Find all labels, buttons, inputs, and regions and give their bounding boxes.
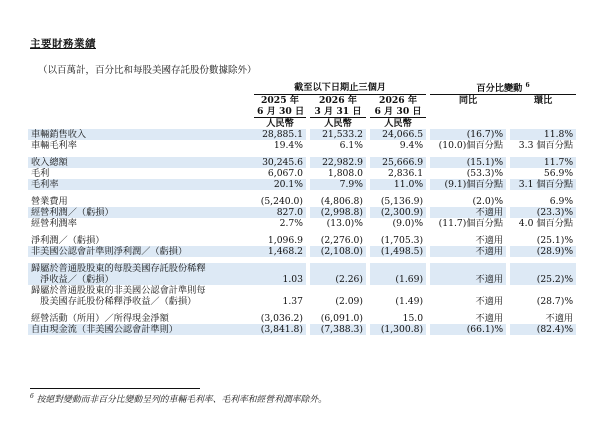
row-label: 歸屬於普通股股東的非美國公認會計準則每 (31, 285, 206, 297)
cell-qoq: (28.7)% (536, 296, 574, 308)
col3-currency: 人民幣 (370, 118, 426, 130)
cell-2026-mar: (4,806.8) (320, 196, 363, 208)
col1-currency: 人民幣 (254, 118, 306, 130)
cell-2026-jun: (9.0)% (392, 218, 424, 230)
footnote-text: 按絕對變動而非百分比變動呈列的車輛毛利率、毛利率和經營利潤率除外。 (36, 395, 327, 405)
cell-2026-mar: (6,091.0) (320, 313, 363, 325)
footnote (30, 392, 327, 405)
cell-2026-mar: 21,533.2 (310, 129, 366, 140)
row-label: 非美國公認會計準則淨利潤／（虧損） (28, 246, 254, 257)
cell-yoy: 不適用 (430, 207, 506, 218)
header-row-dates (28, 106, 576, 118)
cell-2026-jun: (1,705.3) (380, 235, 424, 247)
table-row (28, 263, 576, 274)
row-label: 自由現金流（非美國公認會計準則） (28, 324, 254, 335)
cell-yoy: (15.1)% (430, 157, 506, 168)
cell-2026-mar: (13.0)% (326, 218, 363, 230)
row-label: 股美國存託股份稀釋淨收益／（虧損） (31, 296, 197, 308)
col2-year: 2026 年 (319, 95, 357, 107)
col3-year: 2026 年 (379, 95, 418, 107)
header-row-currency (28, 118, 576, 130)
cell-yoy: 不適用 (475, 313, 504, 325)
cell-yoy: 不適用 (475, 296, 504, 308)
cell-2025-jun (254, 285, 306, 296)
col1-year: 2025 年 (261, 95, 299, 107)
col2-date: 3 月 31 日 (314, 106, 362, 118)
cell-qoq: 6.9% (549, 196, 574, 208)
col2-currency: 人民幣 (310, 118, 366, 130)
cell-yoy (430, 263, 506, 274)
cell-2025-jun: 1,468.2 (254, 246, 306, 257)
table-row (28, 196, 576, 207)
cell-yoy: 不適用 (430, 274, 506, 285)
cell-yoy: (2.0)% (472, 196, 504, 208)
qoq-header: 環比 (533, 95, 553, 107)
cell-2026-jun: 15.0 (402, 313, 424, 325)
cell-qoq: 11.8% (510, 129, 576, 140)
row-label: 車輛毛利率 (31, 140, 77, 152)
cell-yoy: (16.7)% (430, 129, 506, 140)
yoy-header: 同比 (458, 95, 478, 107)
table-row (28, 129, 576, 140)
cell-2026-mar (310, 285, 366, 296)
cell-2026-jun: (1.69) (370, 274, 426, 285)
header-row-years (28, 95, 576, 107)
cell-2025-jun (254, 263, 306, 274)
cell-2025-jun: 20.1% (254, 179, 306, 190)
table-row (28, 207, 576, 218)
col3-date: 6 月 30 日 (374, 106, 422, 118)
cell-2025-jun: (5,240.0) (260, 196, 303, 208)
cell-2026-mar: (2,998.8) (310, 207, 366, 218)
table-row (28, 140, 576, 151)
row-label: 經營利潤率 (31, 218, 77, 230)
cell-yoy: (10.0)個百分點 (438, 140, 504, 152)
change-group-header: 百分比變動 $^6$ (430, 80, 576, 95)
cell-yoy (430, 285, 506, 296)
cell-2025-jun: (3,036.2) (260, 313, 303, 325)
cell-2026-jun (370, 263, 426, 274)
header-row-groups (28, 80, 576, 95)
row-label: 毛利 (31, 168, 50, 180)
cell-qoq (510, 285, 576, 296)
table-row (28, 235, 576, 246)
cell-2026-mar: (7,388.3) (310, 324, 366, 335)
cell-2026-jun: (1,300.8) (370, 324, 426, 335)
cell-2025-jun: 827.0 (254, 207, 306, 218)
cell-yoy: (11.7)個百分點 (438, 218, 504, 230)
cell-2026-jun: 9.4% (399, 140, 424, 152)
cell-2026-jun: 11.0% (370, 179, 426, 190)
cell-2026-jun: 25,666.9 (370, 157, 426, 168)
cell-2026-mar: 22,982.9 (310, 157, 366, 168)
cell-2026-mar: 6.1% (339, 140, 363, 152)
cell-qoq: 4.0 個百分點 (518, 218, 574, 230)
cell-2025-jun: 2.7% (279, 218, 303, 230)
table-row (28, 285, 576, 296)
cell-qoq: (23.3)% (510, 207, 576, 218)
cell-2026-jun: 24,066.5 (370, 129, 426, 140)
cell-2026-mar: (2,108.0) (310, 246, 366, 257)
cell-qoq: 11.7% (510, 157, 576, 168)
cell-2026-jun: (1.49) (395, 296, 424, 308)
cell-yoy: (66.1)% (430, 324, 506, 335)
page-title: 主要財務業績 (30, 38, 96, 50)
cell-qoq: (28.9)% (510, 246, 576, 257)
cell-qoq: 56.9% (543, 168, 574, 180)
row-label: 淨利潤／（虧損） (31, 235, 105, 247)
cell-2026-mar: (2,276.0) (320, 235, 363, 247)
table-row (28, 179, 576, 190)
cell-qoq: (25.2)% (510, 274, 576, 285)
cell-qoq: 不適用 (545, 313, 574, 325)
row-label: 經營活動（所用）／所得現金淨額 (31, 313, 169, 325)
cell-qoq (510, 263, 576, 274)
table-row (28, 274, 576, 285)
cell-2026-jun: (1,498.5) (370, 246, 426, 257)
period-group-header: 截至以下日期止三個月 (254, 80, 426, 95)
cell-2026-mar: 7.9% (310, 179, 366, 190)
table-row (28, 157, 576, 168)
row-label: 車輛銷售收入 (28, 129, 254, 140)
table-row (28, 246, 576, 257)
col1-date: 6 月 30 日 (257, 106, 305, 118)
cell-2026-mar (310, 263, 366, 274)
footnote-marker: 6 (30, 393, 34, 401)
cell-2026-jun: 2,836.1 (387, 168, 424, 180)
row-label: 歸屬於普通股股東的每股美國存託股份稀釋 (28, 263, 254, 274)
cell-2025-jun: 28,885.1 (254, 129, 306, 140)
cell-2025-jun: 1.03 (254, 274, 306, 285)
cell-2026-jun: (2,300.9) (370, 207, 426, 218)
table-row (28, 313, 576, 324)
table-row (28, 324, 576, 335)
cell-qoq: 3.1 個百分點 (510, 179, 576, 190)
footnote-divider (30, 388, 200, 389)
cell-qoq: (25.1)% (536, 235, 574, 247)
row-label: 收入總額 (28, 157, 254, 168)
cell-2026-mar: (2.09) (335, 296, 363, 308)
cell-yoy: 不適用 (430, 246, 506, 257)
row-label: 經營利潤／（虧損） (28, 207, 254, 218)
cell-2026-jun: (5,136.9) (380, 196, 424, 208)
cell-2025-jun: 1,096.9 (267, 235, 303, 247)
page-subtitle: （以百萬計，百分比和每股美國存託股份數據除外） (38, 65, 257, 76)
cell-qoq: (82.4)% (510, 324, 576, 335)
cell-2026-mar: (2.26) (310, 274, 366, 285)
table-row (28, 168, 576, 179)
cell-yoy: (53.3)% (466, 168, 504, 180)
cell-2026-mar: 1,808.0 (327, 168, 363, 180)
cell-2026-jun (370, 285, 426, 296)
cell-2025-jun: 19.4% (273, 140, 303, 152)
cell-yoy: 不適用 (475, 235, 504, 247)
cell-2025-jun: 6,067.0 (267, 168, 303, 180)
row-label: 毛利率 (28, 179, 254, 190)
cell-2025-jun: 1.37 (282, 296, 303, 308)
cell-yoy: (9.1)個百分點 (430, 179, 506, 190)
row-label: 營業費用 (31, 196, 68, 208)
table-row (28, 296, 576, 307)
financial-results-table (28, 80, 576, 335)
cell-qoq: 3.3 個百分點 (518, 140, 574, 152)
table-row (28, 218, 576, 229)
row-label: 淨收益／（虧損） (28, 274, 254, 285)
cell-2025-jun: (3,841.8) (254, 324, 306, 335)
cell-2025-jun: 30,245.6 (254, 157, 306, 168)
